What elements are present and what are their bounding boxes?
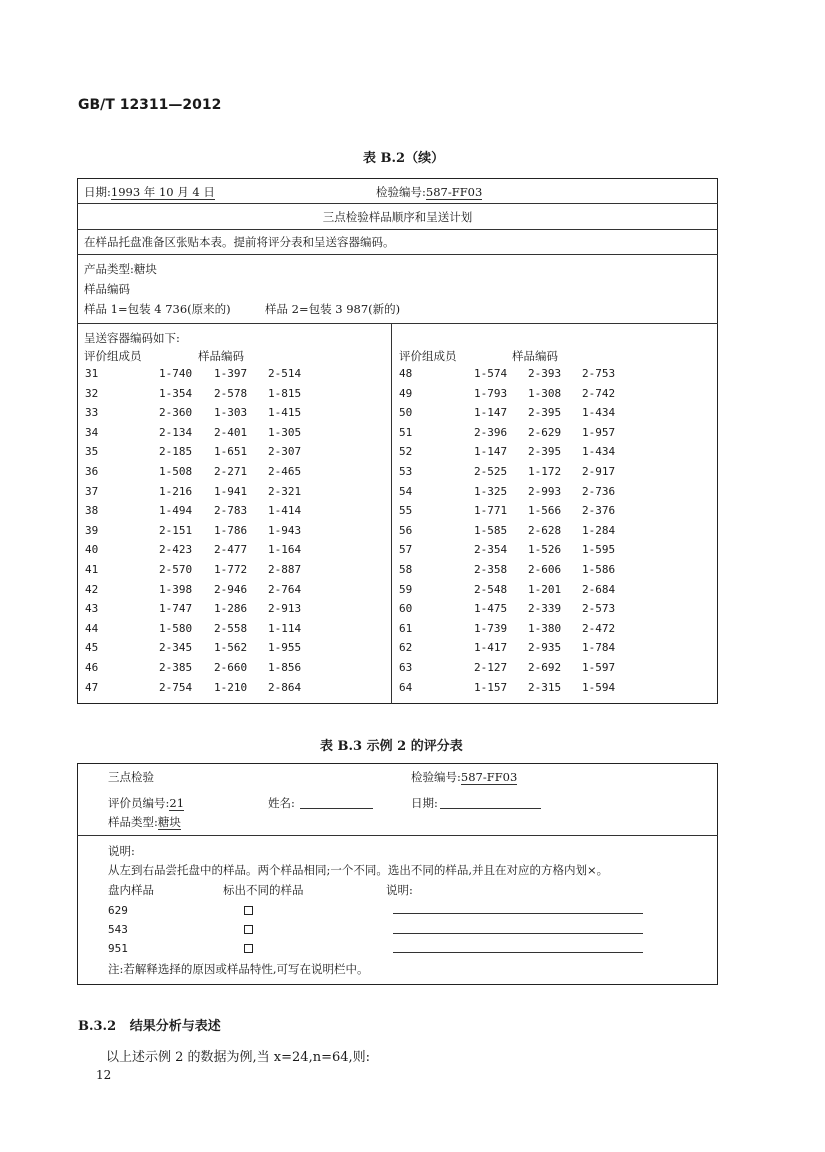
- member-number: 52: [399, 445, 413, 459]
- assessor-field: [108, 796, 184, 810]
- sample-code: 1-585: [474, 523, 508, 537]
- sample-code: 2-354: [474, 543, 508, 557]
- sample-code: 2-660: [214, 661, 248, 674]
- sample-code: 2-742: [582, 386, 616, 400]
- sample-code: 1-398: [159, 582, 193, 596]
- assessor-value: 21: [169, 796, 185, 810]
- assessor-label: 评价员编号:: [108, 796, 170, 810]
- sample-code: 2-578: [214, 386, 248, 400]
- mark-checkbox[interactable]: [244, 944, 253, 953]
- sample-type-field: [108, 815, 181, 829]
- sample-code: 1-354: [159, 386, 193, 400]
- comment-line[interactable]: [393, 913, 643, 914]
- sample-code: 1-597: [582, 661, 616, 674]
- section-title: 结果分析与表述: [129, 1019, 221, 1034]
- member-number: 45: [85, 641, 99, 655]
- sample-code: 2-472: [582, 621, 616, 635]
- sample-code: 1-526: [528, 543, 562, 557]
- page-number: 12: [96, 1068, 112, 1082]
- member-number: 36: [85, 465, 99, 478]
- right-col-code-header: 样品编码: [512, 349, 558, 363]
- sample-code: 1-747: [159, 602, 193, 616]
- member-number: 61: [399, 621, 413, 635]
- mark-checkbox[interactable]: [244, 906, 253, 915]
- sample-code: 1-114: [268, 621, 302, 635]
- sample-code: 2-913: [268, 602, 302, 616]
- sample-code: 2-887: [268, 563, 302, 576]
- member-number: 57: [399, 543, 413, 557]
- comment-line[interactable]: [393, 952, 643, 953]
- sample-code: 1-651: [214, 445, 248, 459]
- tray-sample-code: 543: [108, 923, 128, 936]
- sample-code: 2-935: [528, 641, 562, 655]
- test-number-value: 587-FF03: [425, 185, 483, 199]
- sample-2-definition: 样品 2=包装 3 987(新的): [265, 302, 401, 316]
- sample-code: 1-793: [474, 386, 508, 400]
- sample-code: 1-580: [159, 621, 193, 635]
- sample-code: 2-393: [528, 367, 562, 380]
- sample-code: 2-185: [159, 445, 193, 459]
- member-number: 47: [85, 680, 99, 694]
- member-number: 60: [399, 602, 413, 616]
- sample-code: 1-566: [528, 504, 562, 518]
- sample-code: 1-157: [474, 680, 508, 694]
- left-col-member-header: 评价组成员: [84, 349, 142, 363]
- sample-code: 1-147: [474, 406, 508, 420]
- member-number: 63: [399, 661, 413, 674]
- sample-code: 2-753: [582, 367, 616, 380]
- sample-code: 1-397: [214, 367, 248, 380]
- sample-code: 1-164: [268, 543, 302, 557]
- member-number: 38: [85, 504, 99, 518]
- sample-code: 2-754: [159, 680, 193, 694]
- sample-code: 1-943: [268, 523, 302, 537]
- sample-code: 2-339: [528, 602, 562, 616]
- test-type: 三点检验: [108, 770, 154, 784]
- sample-code: 1-771: [474, 504, 508, 518]
- tray-sample-code: 629: [108, 904, 128, 917]
- sample-code: 2-376: [582, 504, 616, 518]
- date-field: [84, 185, 215, 199]
- sample-code: 1-147: [474, 445, 508, 459]
- sample-code: 1-786: [214, 523, 248, 537]
- table-note: 注:若解释选择的原因或样品特性,可写在说明栏中。: [108, 962, 369, 976]
- member-number: 62: [399, 641, 413, 655]
- sample-code: 1-210: [214, 680, 248, 694]
- member-number: 54: [399, 484, 413, 498]
- comment-header: 说明:: [386, 883, 413, 897]
- sample-code: 2-628: [528, 523, 562, 537]
- instruction-text: 在样品托盘准备区张贴本表。提前将评分表和呈送容器编码。: [84, 235, 395, 249]
- b3-test-number-value: 587-FF03: [460, 770, 518, 784]
- sample-code: 1-434: [582, 445, 616, 459]
- sample-code: 1-815: [268, 386, 302, 400]
- product-type: 产品类型:糖块: [84, 262, 157, 276]
- document-code: GB/T 12311—2012: [78, 97, 222, 113]
- date-input-line[interactable]: [440, 808, 541, 809]
- section-body: 以上述示例 2 的数据为例,当 x=24,n=64,则:: [106, 1050, 371, 1065]
- sample-code: 2-307: [268, 445, 302, 459]
- date-label: 日期:: [84, 185, 111, 199]
- member-number: 44: [85, 621, 99, 635]
- section-heading: [78, 1015, 221, 1034]
- sample-code: 2-385: [159, 661, 193, 674]
- sample-code: 2-570: [159, 563, 193, 576]
- member-number: 58: [399, 563, 413, 576]
- sample-code: 1-284: [582, 523, 616, 537]
- sample-code: 1-508: [159, 465, 193, 478]
- test-number-label: 检验编号:: [376, 185, 426, 199]
- sample-code: 1-941: [214, 484, 248, 498]
- sample-code: 1-434: [582, 406, 616, 420]
- member-number: 49: [399, 386, 413, 400]
- member-number: 53: [399, 465, 413, 478]
- sample-code: 2-548: [474, 582, 508, 596]
- sample-code: 1-955: [268, 641, 302, 655]
- plan-title: 三点检验样品顺序和呈送计划: [322, 210, 473, 224]
- sample-code: 2-358: [474, 563, 508, 576]
- member-number: 40: [85, 543, 99, 557]
- sample-code: 2-993: [528, 484, 562, 498]
- sample-code: 2-525: [474, 465, 508, 478]
- sample-code: 1-494: [159, 504, 193, 518]
- name-input-line[interactable]: [300, 808, 373, 809]
- sample-code: 1-308: [528, 386, 562, 400]
- sample-code: 1-201: [528, 582, 562, 596]
- container-note: 呈送容器编码如下:: [84, 331, 180, 345]
- sample-code: 1-740: [159, 367, 193, 380]
- mark-different-header: 标出不同的样品: [223, 883, 304, 897]
- sample-code: 2-315: [528, 680, 562, 694]
- sample-code: 2-606: [528, 563, 562, 576]
- member-number: 39: [85, 523, 99, 537]
- sample-code: 1-574: [474, 367, 508, 380]
- sample-code: 2-917: [582, 465, 616, 478]
- member-number: 42: [85, 582, 99, 596]
- sample-code: 2-477: [214, 543, 248, 557]
- table-b2-caption: 表 B.2（续）: [363, 151, 445, 166]
- sample-code: 2-127: [474, 661, 508, 674]
- sample-code: 1-957: [582, 425, 616, 439]
- sample-code: 1-303: [214, 406, 248, 420]
- member-number: 43: [85, 602, 99, 616]
- sample-code: 2-134: [159, 425, 193, 439]
- explanation-title: 说明:: [108, 844, 135, 858]
- mark-checkbox[interactable]: [244, 925, 253, 934]
- sample-code: 2-684: [582, 582, 616, 596]
- member-number: 59: [399, 582, 413, 596]
- member-number: 64: [399, 680, 413, 694]
- sample-code: 2-151: [159, 523, 193, 537]
- date-value: 1993 年 10 月 4 日: [110, 185, 215, 199]
- b3-test-number-field: [411, 770, 517, 784]
- sample-code: 1-595: [582, 543, 616, 557]
- sample-code: 1-172: [528, 465, 562, 478]
- sample-code: 1-325: [474, 484, 508, 498]
- sample-code: 1-772: [214, 563, 248, 576]
- section-number: B.3.2: [78, 1019, 117, 1034]
- member-number: 46: [85, 661, 99, 674]
- sample-code: 2-401: [214, 425, 248, 439]
- sample-code: 2-321: [268, 484, 302, 498]
- sample-code: 1-856: [268, 661, 302, 674]
- member-number: 34: [85, 425, 99, 439]
- tray-sample-header: 盘内样品: [108, 883, 154, 897]
- member-number: 35: [85, 445, 99, 459]
- sample-code: 2-395: [528, 406, 562, 420]
- sample-code: 2-396: [474, 425, 508, 439]
- sample-code: 1-739: [474, 621, 508, 635]
- explanation-text: 从左到右品尝托盘中的样品。两个样品相同;一个不同。选出不同的样品,并且在对应的方格内划×。: [108, 863, 609, 877]
- member-number: 51: [399, 425, 413, 439]
- sample-code: 2-692: [528, 661, 562, 674]
- sample-code: 2-360: [159, 406, 193, 420]
- table-b3-caption: 表 B.3 示例 2 的评分表: [320, 739, 463, 754]
- sample-code: 1-305: [268, 425, 302, 439]
- sample-code: 1-415: [268, 406, 302, 420]
- sample-code: 1-380: [528, 621, 562, 635]
- sample-code: 1-586: [582, 563, 616, 576]
- sample-code: 2-864: [268, 680, 302, 694]
- sample-code: 2-465: [268, 465, 302, 478]
- member-number: 55: [399, 504, 413, 518]
- member-number: 41: [85, 563, 99, 576]
- member-number: 56: [399, 523, 413, 537]
- sample-code: 2-573: [582, 602, 616, 616]
- sample-type-value: 糖块: [157, 815, 181, 829]
- sample-code: 2-783: [214, 504, 248, 518]
- b3-test-number-label: 检验编号:: [411, 770, 461, 784]
- sample-code: 2-629: [528, 425, 562, 439]
- right-col-member-header: 评价组成员: [399, 349, 457, 363]
- sample-code: 1-286: [214, 602, 248, 616]
- sample-code: 1-784: [582, 641, 616, 655]
- sample-code-heading: 样品编码: [84, 282, 130, 296]
- test-number-field: [376, 185, 482, 199]
- member-number: 37: [85, 484, 99, 498]
- sample-code: 2-736: [582, 484, 616, 498]
- sample-code: 1-562: [214, 641, 248, 655]
- sample-code: 1-417: [474, 641, 508, 655]
- sample-code: 1-475: [474, 602, 508, 616]
- sample-code: 1-216: [159, 484, 193, 498]
- sample-code: 2-345: [159, 641, 193, 655]
- comment-line[interactable]: [393, 933, 643, 934]
- sample-code: 2-423: [159, 543, 193, 557]
- left-col-code-header: 样品编码: [198, 349, 244, 363]
- sample-code: 1-414: [268, 504, 302, 518]
- name-label: 姓名:: [268, 796, 295, 810]
- date-label-b3: 日期:: [411, 796, 438, 810]
- member-number: 31: [85, 367, 99, 380]
- sample-code: 2-558: [214, 621, 248, 635]
- sample-code: 1-594: [582, 680, 616, 694]
- member-number: 50: [399, 406, 413, 420]
- member-number: 32: [85, 386, 99, 400]
- tray-sample-code: 951: [108, 942, 128, 955]
- sample-code: 2-946: [214, 582, 248, 596]
- sample-1-definition: 样品 1=包装 4 736(原来的): [84, 302, 231, 316]
- sample-code: 2-764: [268, 582, 302, 596]
- sample-code: 2-271: [214, 465, 248, 478]
- member-number: 33: [85, 406, 99, 420]
- sample-code: 2-514: [268, 367, 302, 380]
- sample-type-label: 样品类型:: [108, 815, 158, 829]
- sample-code: 2-395: [528, 445, 562, 459]
- member-number: 48: [399, 367, 413, 380]
